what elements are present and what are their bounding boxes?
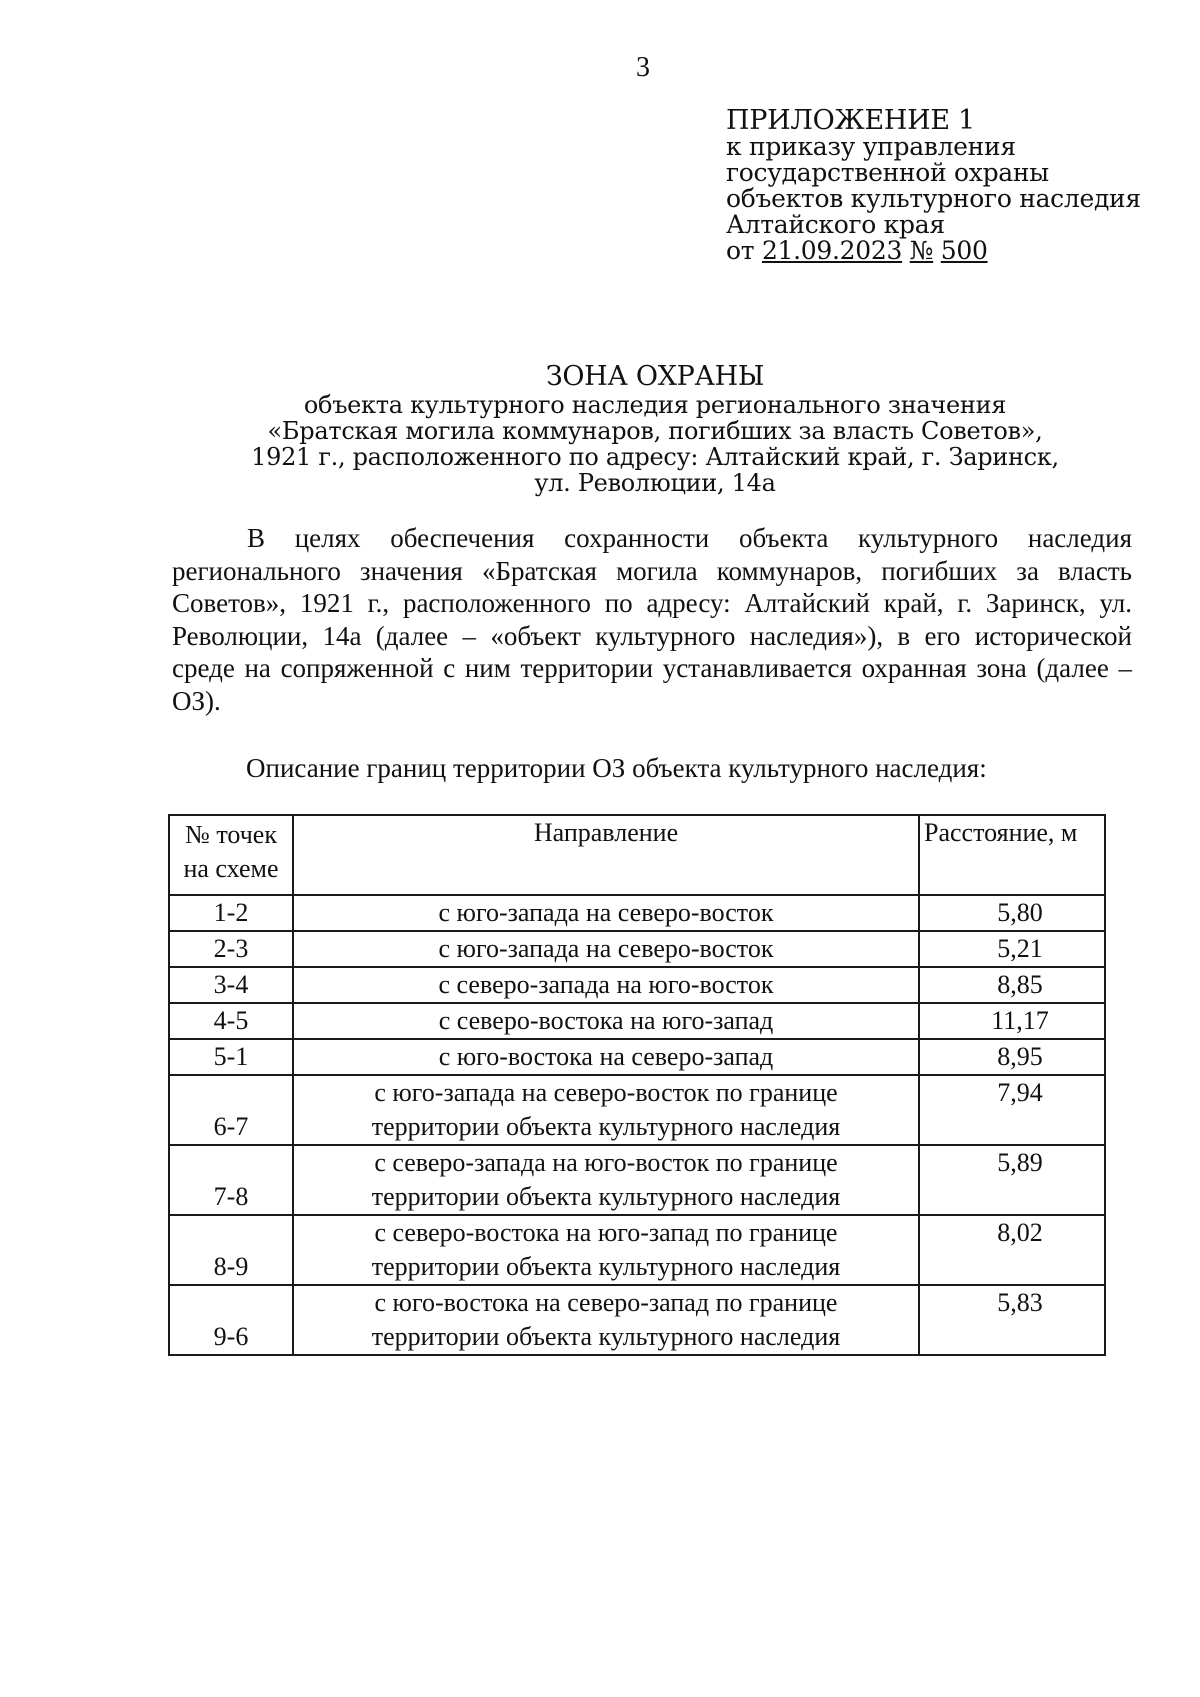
zone-title: ЗОНА ОХРАНЫ (545, 361, 765, 392)
points-cell: 9-6 (169, 1285, 293, 1355)
points-cell: 4-5 (169, 1003, 293, 1039)
table-caption: Описание границ территории ОЗ объекта культурного наследия: (246, 753, 987, 783)
table-row (169, 895, 1105, 931)
direction-line: с юго-запада на северо-восток по границе (374, 1078, 838, 1107)
points-cell: 5-1 (169, 1039, 293, 1075)
distance-cell: 11,17 (919, 1003, 1105, 1039)
distance-cell: 5,80 (919, 895, 1105, 931)
appendix-block (726, 105, 1141, 265)
points-cell: 8-9 (169, 1215, 293, 1285)
direction-line: территории объекта культурного наследия (371, 1112, 841, 1141)
appendix-line: государственной охраны (726, 158, 1049, 187)
table-row (169, 1039, 1105, 1075)
direction-line: с юго-востока на северо-запад по границе (374, 1288, 838, 1317)
direction-cell (293, 1145, 919, 1215)
direction-line: с северо-запада на юго-восток по границе (374, 1148, 838, 1177)
points-cell: 2-3 (169, 931, 293, 967)
appendix-date-line (726, 238, 1141, 264)
zone-subtitle-line: «Братская могила коммунаров, погибших за власть Советов», (267, 417, 1043, 445)
zone-subtitle-line: объекта культурного наследия регионального значения (303, 391, 1007, 419)
direction-cell (293, 1285, 919, 1355)
intro-paragraph: В целях обеспечения сохранности объекта культурного наследия регионального значения «Братская могила коммунаров, погибших за власть Советов», 1921 г., расположенного по адресу: Алтайский край, г. Заринск, ул. Революции, 14а (далее – «объект культурного наследия»), в его исторической среде на сопряженной с ним территории устанавливается охранная зона (далее – ОЗ). (172, 523, 1132, 716)
header-points (169, 815, 293, 895)
page-number: 3 (636, 52, 650, 83)
direction-cell: с юго-запада на северо-восток (293, 895, 919, 931)
header-points-line: на схеме (183, 854, 279, 883)
distance-cell: 8,95 (919, 1039, 1105, 1075)
appendix-line: к приказу управления (726, 132, 1016, 161)
order-date: 21.09.2023 (761, 236, 903, 265)
distance-cell: 8,02 (919, 1215, 1105, 1285)
distance-cell: 5,83 (919, 1285, 1105, 1355)
table-row (169, 931, 1105, 967)
points-cell: 1-2 (169, 895, 293, 931)
distance-cell: 8,85 (919, 967, 1105, 1003)
table-row (169, 967, 1105, 1003)
header-points-line: № точек (185, 820, 277, 849)
table-row (169, 1145, 1105, 1215)
distance-cell: 5,89 (919, 1145, 1105, 1215)
zone-subtitle-line: ул. Революции, 14а (534, 469, 776, 497)
points-cell: 7-8 (169, 1145, 293, 1215)
number-sign: № (909, 236, 934, 265)
appendix-line: объектов культурного наследия (726, 184, 1141, 213)
direction-line: территории объекта культурного наследия (371, 1322, 841, 1351)
zone-heading (0, 362, 1200, 496)
zone-subtitle-line: 1921 г., расположенного по адресу: Алтайский край, г. Заринск, (251, 443, 1059, 471)
points-cell: 6-7 (169, 1075, 293, 1145)
boundary-table (168, 814, 1106, 1356)
direction-cell: с северо-запада на юго-восток (293, 967, 919, 1003)
direction-cell: с юго-востока на северо-запад (293, 1039, 919, 1075)
direction-line: территории объекта культурного наследия (371, 1252, 841, 1281)
table-row (169, 1285, 1105, 1355)
points-cell: 3-4 (169, 967, 293, 1003)
table-header-row (169, 815, 1105, 895)
appendix-title: ПРИЛОЖЕНИЕ 1 (726, 105, 975, 136)
date-prefix: от (726, 236, 755, 265)
appendix-line: Алтайского края (726, 210, 945, 239)
table-row (169, 1215, 1105, 1285)
direction-cell: с северо-востока на юго-запад (293, 1003, 919, 1039)
header-direction: Направление (293, 815, 919, 895)
direction-line: с северо-востока на юго-запад по границе (374, 1218, 838, 1247)
direction-cell: с юго-запада на северо-восток (293, 931, 919, 967)
distance-cell: 5,21 (919, 931, 1105, 967)
table-row (169, 1075, 1105, 1145)
direction-cell (293, 1215, 919, 1285)
distance-cell: 7,94 (919, 1075, 1105, 1145)
header-distance: Расстояние, м (919, 815, 1105, 895)
direction-line: территории объекта культурного наследия (371, 1182, 841, 1211)
table-row (169, 1003, 1105, 1039)
direction-cell (293, 1075, 919, 1145)
order-number: 500 (940, 236, 988, 265)
